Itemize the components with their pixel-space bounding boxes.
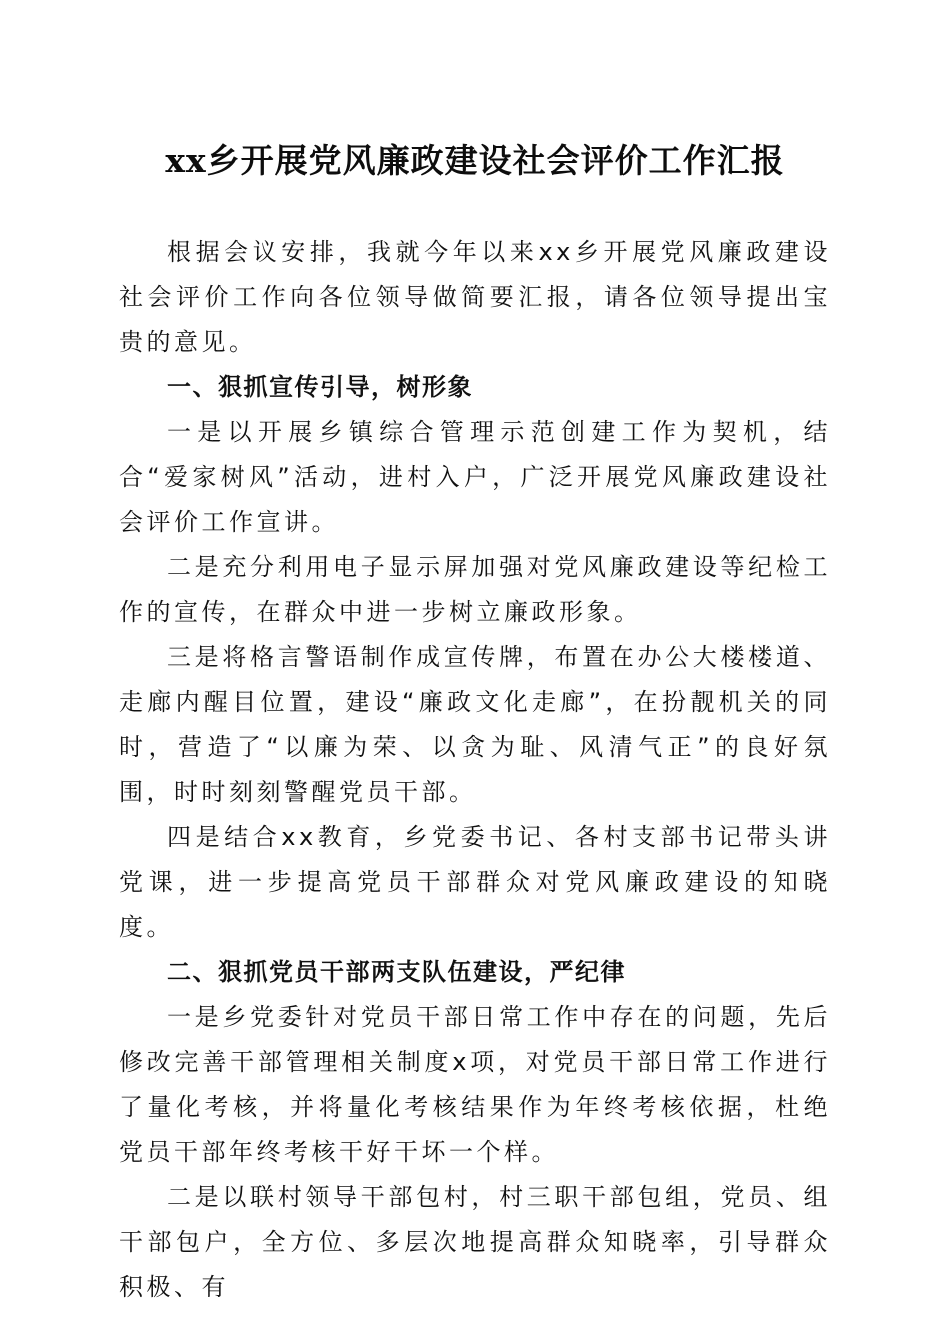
- body-paragraph: 一是乡党委针对党员干部日常工作中存在的问题，先后修改完善干部管理相关制度x项，对党员干部日常工作进行了量化考核，并将量化考核结果作为年终考核依据，杜绝党员干部年终考核干好干坏一个样。: [119, 1003, 831, 1166]
- body-paragraph: 三是将格言警语制作成宣传牌，布置在办公大楼楼道、走廊内醒目位置，建设“廉政文化走廊”，在扮靓机关的同时，营造了“以廉为荣、以贪为耻、风清气正”的良好氛围，时时刻刻警醒党员干部。: [119, 643, 831, 806]
- document-title: xx乡开展党风廉政建设社会评价工作汇报: [165, 141, 785, 180]
- body-paragraph: 二是充分利用电子显示屏加强对党风廉政建设等纪检工作的宣传，在群众中进一步树立廉政形象。: [119, 553, 831, 626]
- section-heading-2: 二、狠抓党员干部两支队伍建设，严纪律: [167, 958, 626, 986]
- body-paragraph: 四是结合xx教育，乡党委书记、各村支部书记带头讲党课，进一步提高党员干部群众对党风廉政建设的知晓度。: [119, 823, 831, 941]
- section-heading-1: 一、狠抓宣传引导，树形象: [167, 373, 473, 401]
- body-paragraph: 一是以开展乡镇综合管理示范创建工作为契机，结合“爱家树风”活动，进村入户，广泛开展党风廉政建设社会评价工作宣讲。: [119, 418, 831, 536]
- intro-paragraph: 根据会议安排，我就今年以来xx乡开展党风廉政建设社会评价工作向各位领导做简要汇报，请各位领导提出宝贵的意见。: [119, 238, 831, 356]
- document-body: [119, 230, 831, 1310]
- body-paragraph: 二是以联村领导干部包村，村三职干部包组，党员、组干部包户，全方位、多层次地提高群众知晓率，引导群众积极、有: [119, 1183, 831, 1301]
